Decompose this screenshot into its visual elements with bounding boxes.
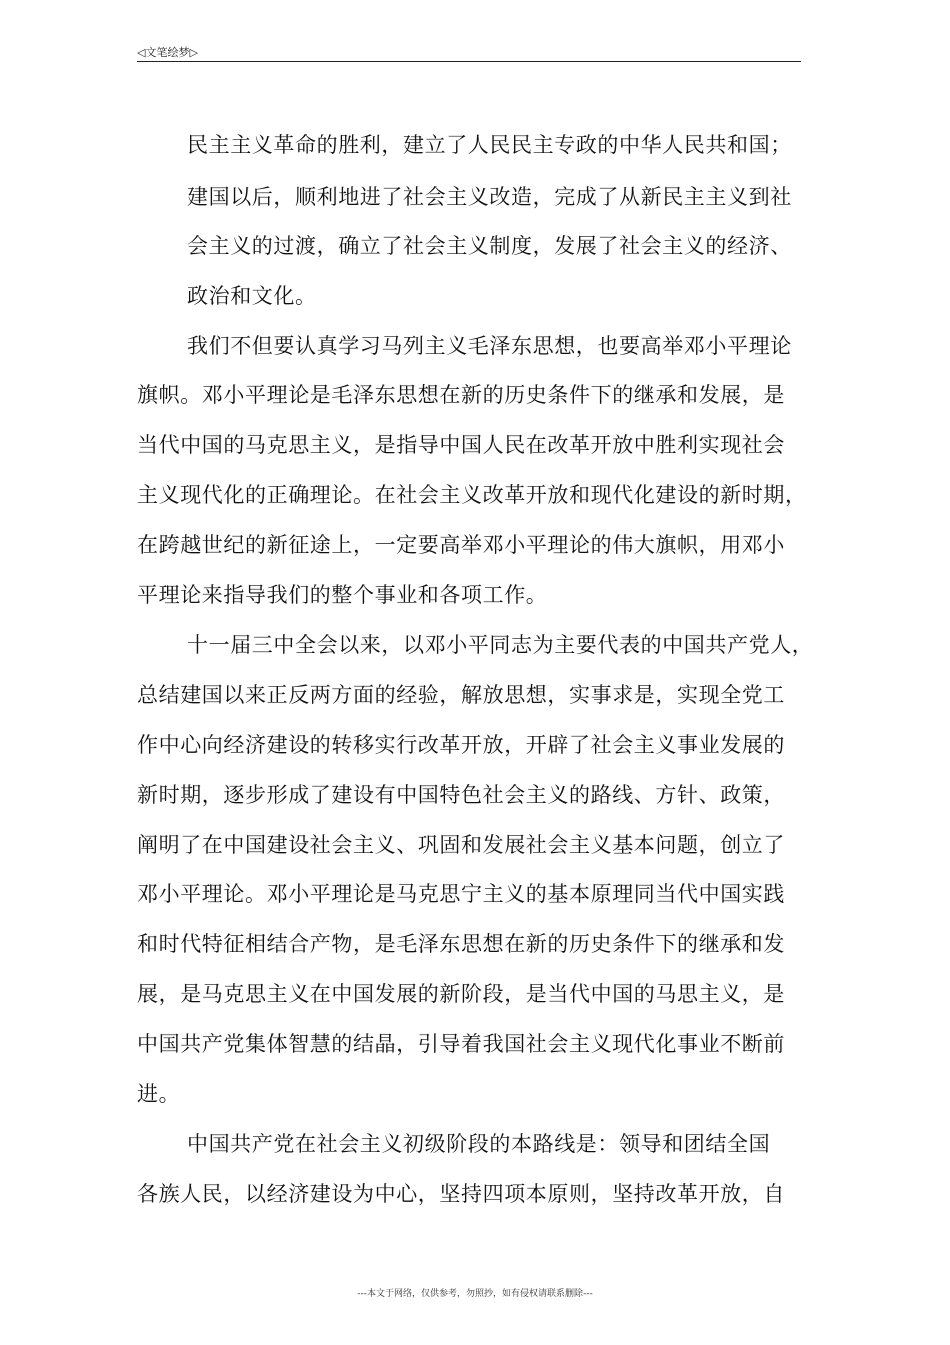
paragraph-3-line-7: 和时代特征相结合产物，是毛泽东思想在新的历史条件下的继承和发 bbox=[137, 932, 785, 956]
paragraph-3-line-10: 进。 bbox=[137, 1082, 181, 1106]
paragraph-2-line-2: 旗帜。邓小平理论是毛泽东思想在新的历史条件下的继承和发展，是 bbox=[137, 383, 785, 407]
paragraph-3-line-5: 阐明了在中国建设社会主义、巩固和发展社会主义基本问题，创立了 bbox=[137, 833, 785, 857]
paragraph-1-line-2: 建国以后，顺利地进了社会主义改造，完成了从新民主主义到社 bbox=[187, 185, 792, 209]
paragraph-1-line-4: 政治和文化。 bbox=[187, 284, 317, 308]
paragraph-1-line-3: 会主义的过渡，确立了社会主义制度，发展了社会主义的经济、 bbox=[187, 234, 792, 258]
paragraph-3-line-6: 邓小平理论。邓小平理论是马克思宁主义的基本原理同当代中国实践 bbox=[137, 882, 785, 906]
paragraph-3-line-8: 展，是马克思主义在中国发展的新阶段，是当代中国的马思主义，是 bbox=[137, 982, 785, 1006]
paragraph-4-line-1: 中国共产党在社会主义初级阶段的本路线是：领导和团结全国 bbox=[187, 1132, 771, 1156]
paragraph-2-line-6: 平理论来指导我们的整个事业和各项工作。 bbox=[137, 583, 548, 607]
paragraph-3-line-3: 作中心向经济建设的转移实行改革开放，开辟了社会主义事业发展的 bbox=[137, 733, 785, 757]
page-footer-note: ---本文于网络，仅供参考，勿照抄，如有侵权请联系删除--- bbox=[357, 1289, 593, 1299]
paragraph-2-line-4: 主义现代化的正确理论。在社会主义改革开放和现代化建设的新时期， bbox=[137, 483, 807, 507]
header-divider bbox=[137, 61, 801, 62]
paragraph-3-line-9: 中国共产党集体智慧的结晶，引导着我国社会主义现代化事业不断前 bbox=[137, 1032, 785, 1056]
paragraph-2-line-5: 在跨越世纪的新征途上，一定要高举邓小平理论的伟大旗帜，用邓小 bbox=[137, 533, 785, 557]
paragraph-3-line-2: 总结建国以来正反两方面的经验，解放思想，实事求是，实现全党工 bbox=[137, 683, 785, 707]
paragraph-4-line-2: 各族人民，以经济建设为中心，坚持四项本原则，坚持改革开放，自 bbox=[137, 1182, 785, 1206]
page-header-label: ◁文笔绘梦▷ bbox=[137, 46, 198, 59]
paragraph-1-line-1: 民主主义革命的胜利，建立了人民民主专政的中华人民共和国； bbox=[187, 133, 792, 157]
paragraph-2-line-1: 我们不但要认真学习马列主义毛泽东思想，也要高举邓小平理论 bbox=[187, 334, 792, 358]
paragraph-3-line-4: 新时期，逐步形成了建设有中国特色社会主义的路线、方针、政策， bbox=[137, 783, 785, 807]
paragraph-2-line-3: 当代中国的马克思主义，是指导中国人民在改革开放中胜利实现社会 bbox=[137, 433, 785, 457]
paragraph-3-line-1: 十一届三中全会以来，以邓小平同志为主要代表的中国共产党人， bbox=[187, 633, 814, 657]
